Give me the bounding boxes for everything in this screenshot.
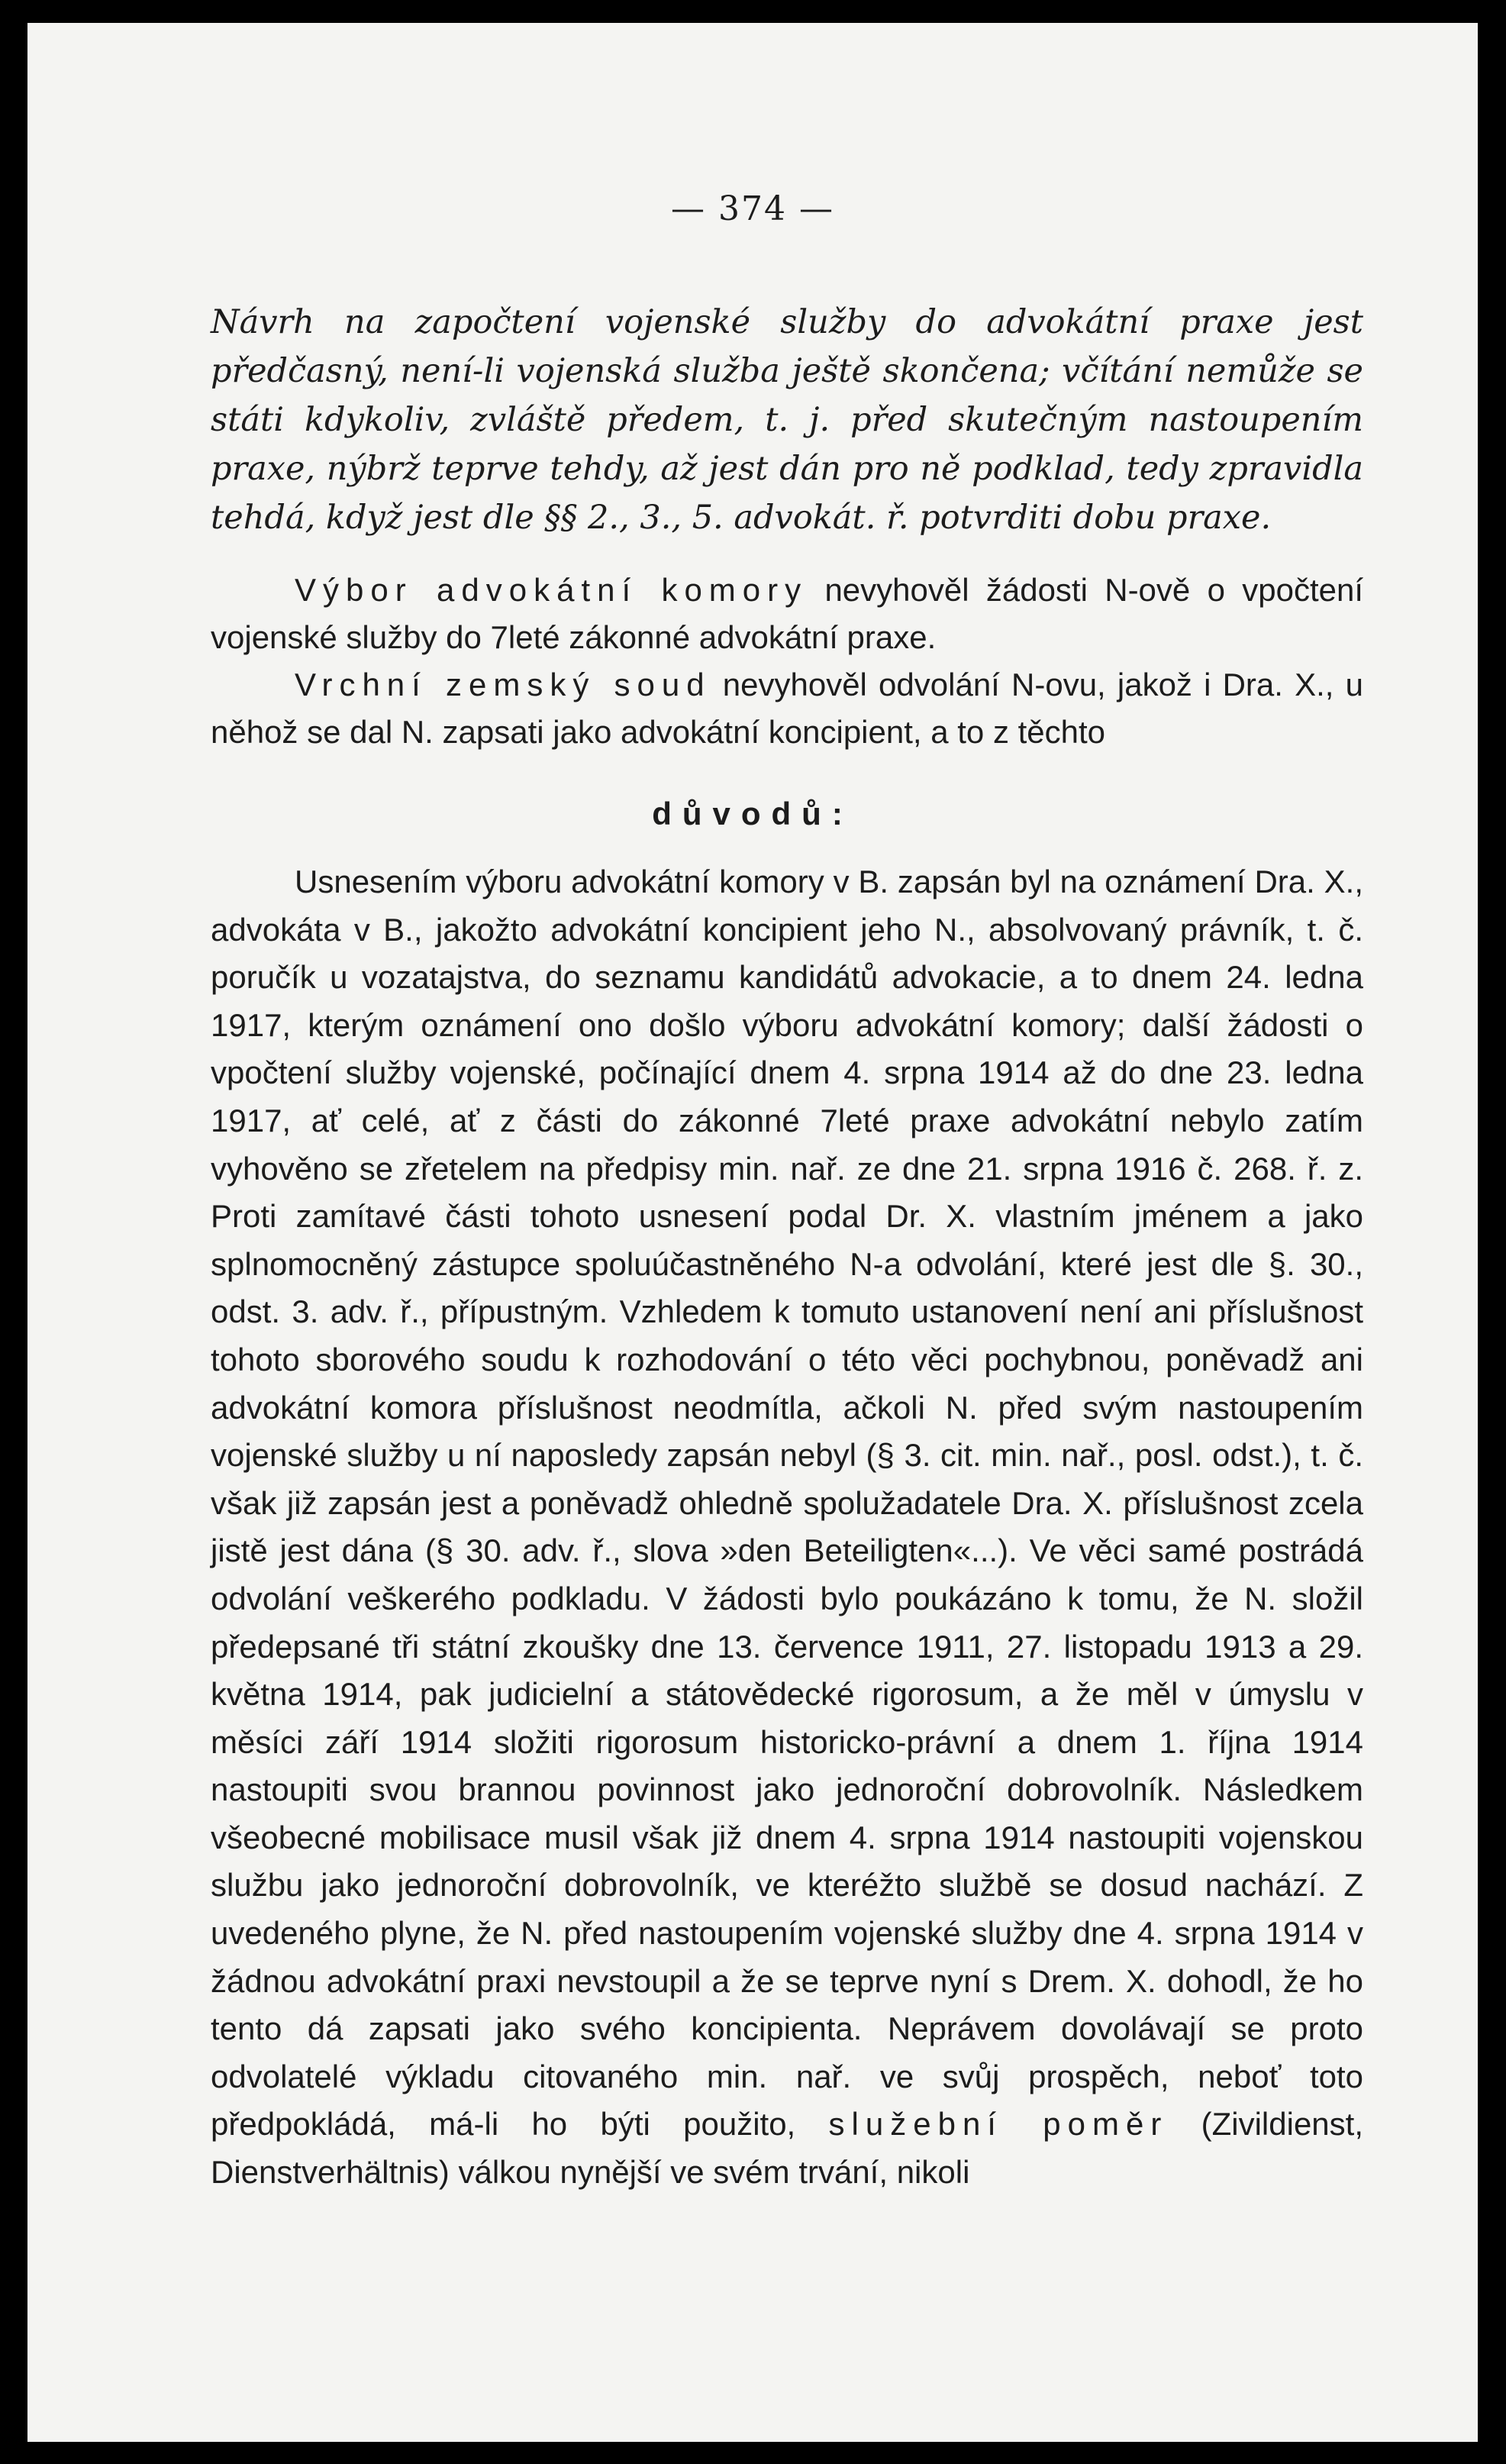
paragraph-reasons [211, 858, 1363, 2197]
paragraph-1-text: nevyhověl žádosti N-ově o vpočtení vojenské služby do 7leté zákonné advokátní praxe. [211, 572, 1363, 655]
paragraph-2-text: nevyhověl odvolání N-ovu, jakož i Dra. X., u něhož se dal N. zapsati jako advokátní koncipient, a to z těchto [211, 667, 1363, 750]
spaced-phrase-service: služební poměr [828, 2106, 1169, 2143]
document-page [27, 23, 1478, 2442]
paragraph-court-decision [211, 661, 1363, 756]
page-number: — 374 — [671, 189, 834, 228]
section-heading-reasons: důvodů: [652, 796, 853, 832]
paragraph-committee-decision [211, 567, 1363, 661]
spaced-lead-committee: Výbor advokátní komory [295, 572, 808, 608]
spaced-lead-court: Vrchní zemský soud [295, 667, 711, 702]
paragraph-3-text-b: (Zivildienst, Dienstverhältnis) válkou nynější ve svém trvání, nikoli [211, 2106, 1364, 2191]
legal-headnote: Návrh na započtení vojenské služby do advokátní praxe jest předčasný, není-li vojenská služba ještě skončena; včítání nemůže se státi kdykoliv, zvláště předem, t. j. před skutečným nastoupením praxe, nýbrž teprve tehdy, až jest dán pro ně podklad, tedy zpravidla tehdá, když jest dle §§ 2., 3., 5. advokát. ř. potvrditi dobu praxe. [211, 303, 1363, 537]
paragraph-3-text-a: Usnesením výboru advokátní komory v B. zapsán byl na oznámení Dra. X., advokáta v B., jakožto advokátní koncipient jeho N., absolvovaný právník, t. č. poručík u vozatajstva, do seznamu kandidátů advokacie, a to dnem 24. ledna 1917, kterým oznámení ono došlo výboru advokátní komory; další žádosti o vpočtení služby vojenské, počínající dnem 4. srpna 1914 až do dne 23. ledna 1917, ať celé, ať z části do zákonné 7leté praxe advokátní nebylo zatím vyhověno se zřetelem na předpisy min. nař. ze dne 21. srpna 1916 č. 268. ř. z. Proti zamítavé části tohoto usnesení podal Dr. X. vlastním jménem a jako splnomocněný zástupce spoluúčastněného N-a odvolání, které jest dle §. 30., odst. 3. adv. ř., přípustným. Vzhledem k tomuto ustanovení není ani příslušnost tohoto sborového soudu k rozhodování o této věci pochybnou, poněvadž ani advokátní komora příslušnost neodmítla, ačkoli N. před svým nastoupením vojenské služby u ní naposledy zapsán nebyl (§ 3. cit. min. nař., posl. odst.), t. č. však již zapsán jest a poněvadž ohledně spolužadatele Dra. X. příslušnost zcela jistě jest dána (§ 30. adv. ř., slova »den Beteiligten«...). Ve věci samé postrádá odvolání veškerého podkladu. V žádosti bylo poukázáno k tomu, že N. složil předepsané tři státní zkoušky dne 13. července 1911, 27. listopadu 1913 a 29. května 1914, pak judicielní a státovědecké rigorosum, a že měl v úmyslu v měsíci září 1914 složiti rigorosum historicko-právní a dnem 1. října 1914 nastoupiti svou brannou povinnost jako jednoroční dobrovolník. Následkem všeobecné mobilisace musil však již dnem 4. srpna 1914 nastoupiti vojenskou službu jako jednoroční dobrovolník, ve kteréžto službě se dosud nachází. Z uvedeného plyne, že N. před nastoupením vojenské služby dne 4. srpna 1914 v žádnou advokátní praxi nevstoupil a že se teprve nyní s Drem. X. dohodl, že ho tento dá zapsati jako svého koncipienta. Neprávem dovolávají se proto odvolatelé výkladu citovaného min. nař. ve svůj prospěch, neboť toto předpokládá, má-li ho býti použito, [211, 864, 1363, 2143]
